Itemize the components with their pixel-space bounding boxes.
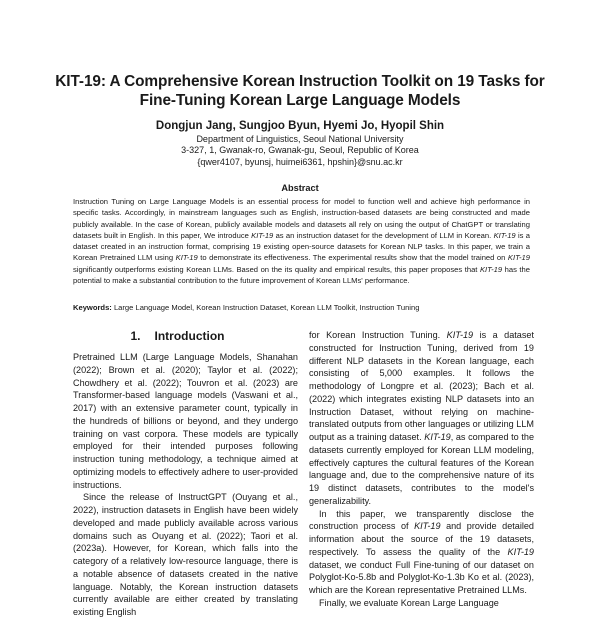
keywords-line	[73, 303, 533, 313]
section-heading-introduction	[60, 329, 295, 344]
abstract-segment: is a dataset created in an instruction format, comprising 19 existing open-source datasets for Korean NLP tasks. In this paper, we train a Korean Pretrained LLM using	[73, 230, 530, 263]
affiliation-department: Department of Linguistics, Seoul National University	[196, 134, 404, 144]
dataset-name-italic: KIT-19	[251, 230, 274, 240]
dataset-name-italic: KIT-19	[507, 253, 530, 263]
right-column	[309, 329, 534, 610]
abstract-segment: has the potential to make a substantial contribution to the future improvement of Korean LLMs' performance.	[73, 264, 530, 286]
text-segment: and provide detailed information about the source of the 19 datasets, respectively. To assess the quality of the	[309, 521, 534, 557]
right-paragraph-1	[309, 329, 534, 508]
dataset-name-italic: KIT-19	[175, 253, 198, 263]
dataset-name-italic: KIT-19	[493, 230, 516, 240]
dataset-name-italic: KIT-19	[507, 546, 534, 557]
abstract-heading: Abstract	[281, 183, 319, 193]
abstract-segment: as an instruction dataset for the development of LLM in Korean.	[273, 230, 494, 240]
intro-paragraph-1: Pretrained LLM (Large Language Models, Shanahan (2022); Brown et al. (2020); Taylor et al. (2022); Chowdhery et al. (2022); Touvron et al. (2023) are Transformer-based language models (Vaswani et al., 2017) with an extensive parameter count, typically in the hundreds of billions or beyond, and they undergo training on vast corpora. These models are typically employed for their intended purposes following instruction tuning methodology, a technique aimed at optimizing models to effectively adhere to user-provided instructions.	[73, 352, 298, 490]
title-line-1: KIT-19: A Comprehensive Korean Instruction Toolkit on 19 Tasks for	[55, 73, 545, 90]
abstract-segment: significantly outperforms existing Korean LLMs. Based on the its quality and empirical results, this paper proposes that	[73, 264, 480, 274]
section-title: Introduction	[154, 329, 225, 343]
dataset-name-italic: KIT-19	[414, 521, 441, 532]
paper-title	[40, 72, 560, 110]
dataset-name-italic: KIT-19	[479, 264, 503, 274]
intro-paragraph-2: Since the release of InstructGPT (Ouyang et al., 2022), instruction datasets in English have been widely developed and made publicly available across various domains such as Ouyang et al. (2022); Taori et al. (2023a). However, for Korean, which falls into the category of a relatively low-resource language, there is a notable absence of datasets created in the native language. Notably, the Korean instruction datasets currently available are either created by translating existing English	[73, 492, 298, 617]
text-segment: dataset, we conduct Full Fine-tuning of our dataset on Polyglot-Ko-5.8b and Polyglot-Ko-1.3b Ko et al. (2023), which are the Korean representative Pretrained LLMs.	[309, 559, 534, 595]
right-paragraph-2	[309, 508, 534, 597]
author-emails: {qwer4107, byunsj, huimei6361, hpshin}@snu.ac.kr	[197, 156, 403, 167]
abstract-segment: Instruction Tuning on Large Language Models is an essential process for model to function well and achieve high performance in specific tasks. Accordingly, in mainstream languages such as English, instruction-based datasets are being constructed and made publicly available. In the case of Korean, publicly available models and datasets all rely on using the output of ChatGPT or translating datasets built in English. In this paper, We introduce	[73, 197, 530, 240]
abstract-text	[73, 196, 530, 286]
text-segment: for Korean Instruction Tuning.	[309, 330, 447, 340]
left-column	[73, 351, 298, 619]
text-segment: is a dataset constructed for Instruction Tuning, derived from 19 different NLP datasets in the Korean language, each consisting of 5,000 examples. It follows the methodology of Longpre et al. (2023); Bach et al. (2022) which integrates existing NLP datasets into an Instruction Dataset, without relying on machine-translated outputs from other languages or utilizing LLM output as a training dataset.	[309, 330, 534, 442]
author-list: Dongjun Jang, Sungjoo Byun, Hyemi Jo, Hyopil Shin	[155, 120, 445, 132]
title-line-2: Fine-Tuning Korean Large Language Models	[139, 92, 461, 109]
text-segment: In this paper, we transparently disclose the construction process of	[309, 508, 534, 532]
affiliation-block	[40, 134, 560, 168]
section-number: 1.	[130, 329, 141, 343]
text-segment: , as compared to the datasets currently employed for Korean LLM modeling, effectively captures the cultural features of the Korean language and, due to the comprehensive nature of its 19 distinct datasets, contributes to the model's generalizability.	[309, 432, 535, 506]
right-paragraph-3: Finally, we evaluate Korean Large Language	[319, 597, 499, 608]
dataset-name-italic: KIT-19	[446, 330, 474, 340]
affiliation-address: 3-327, 1, Gwanak-ro, Gwanak-gu, Seoul, Republic of Korea	[181, 145, 419, 156]
dataset-name-italic: KIT-19	[424, 432, 451, 442]
keywords-text: Large Language Model, Korean Instruction Dataset, Korean LLM Toolkit, Instruction Tuning	[111, 303, 420, 312]
abstract-segment: to demonstrate its effectiveness. The experimental results show that the model trained on	[197, 253, 508, 263]
keywords-label: Keywords:	[73, 303, 112, 312]
